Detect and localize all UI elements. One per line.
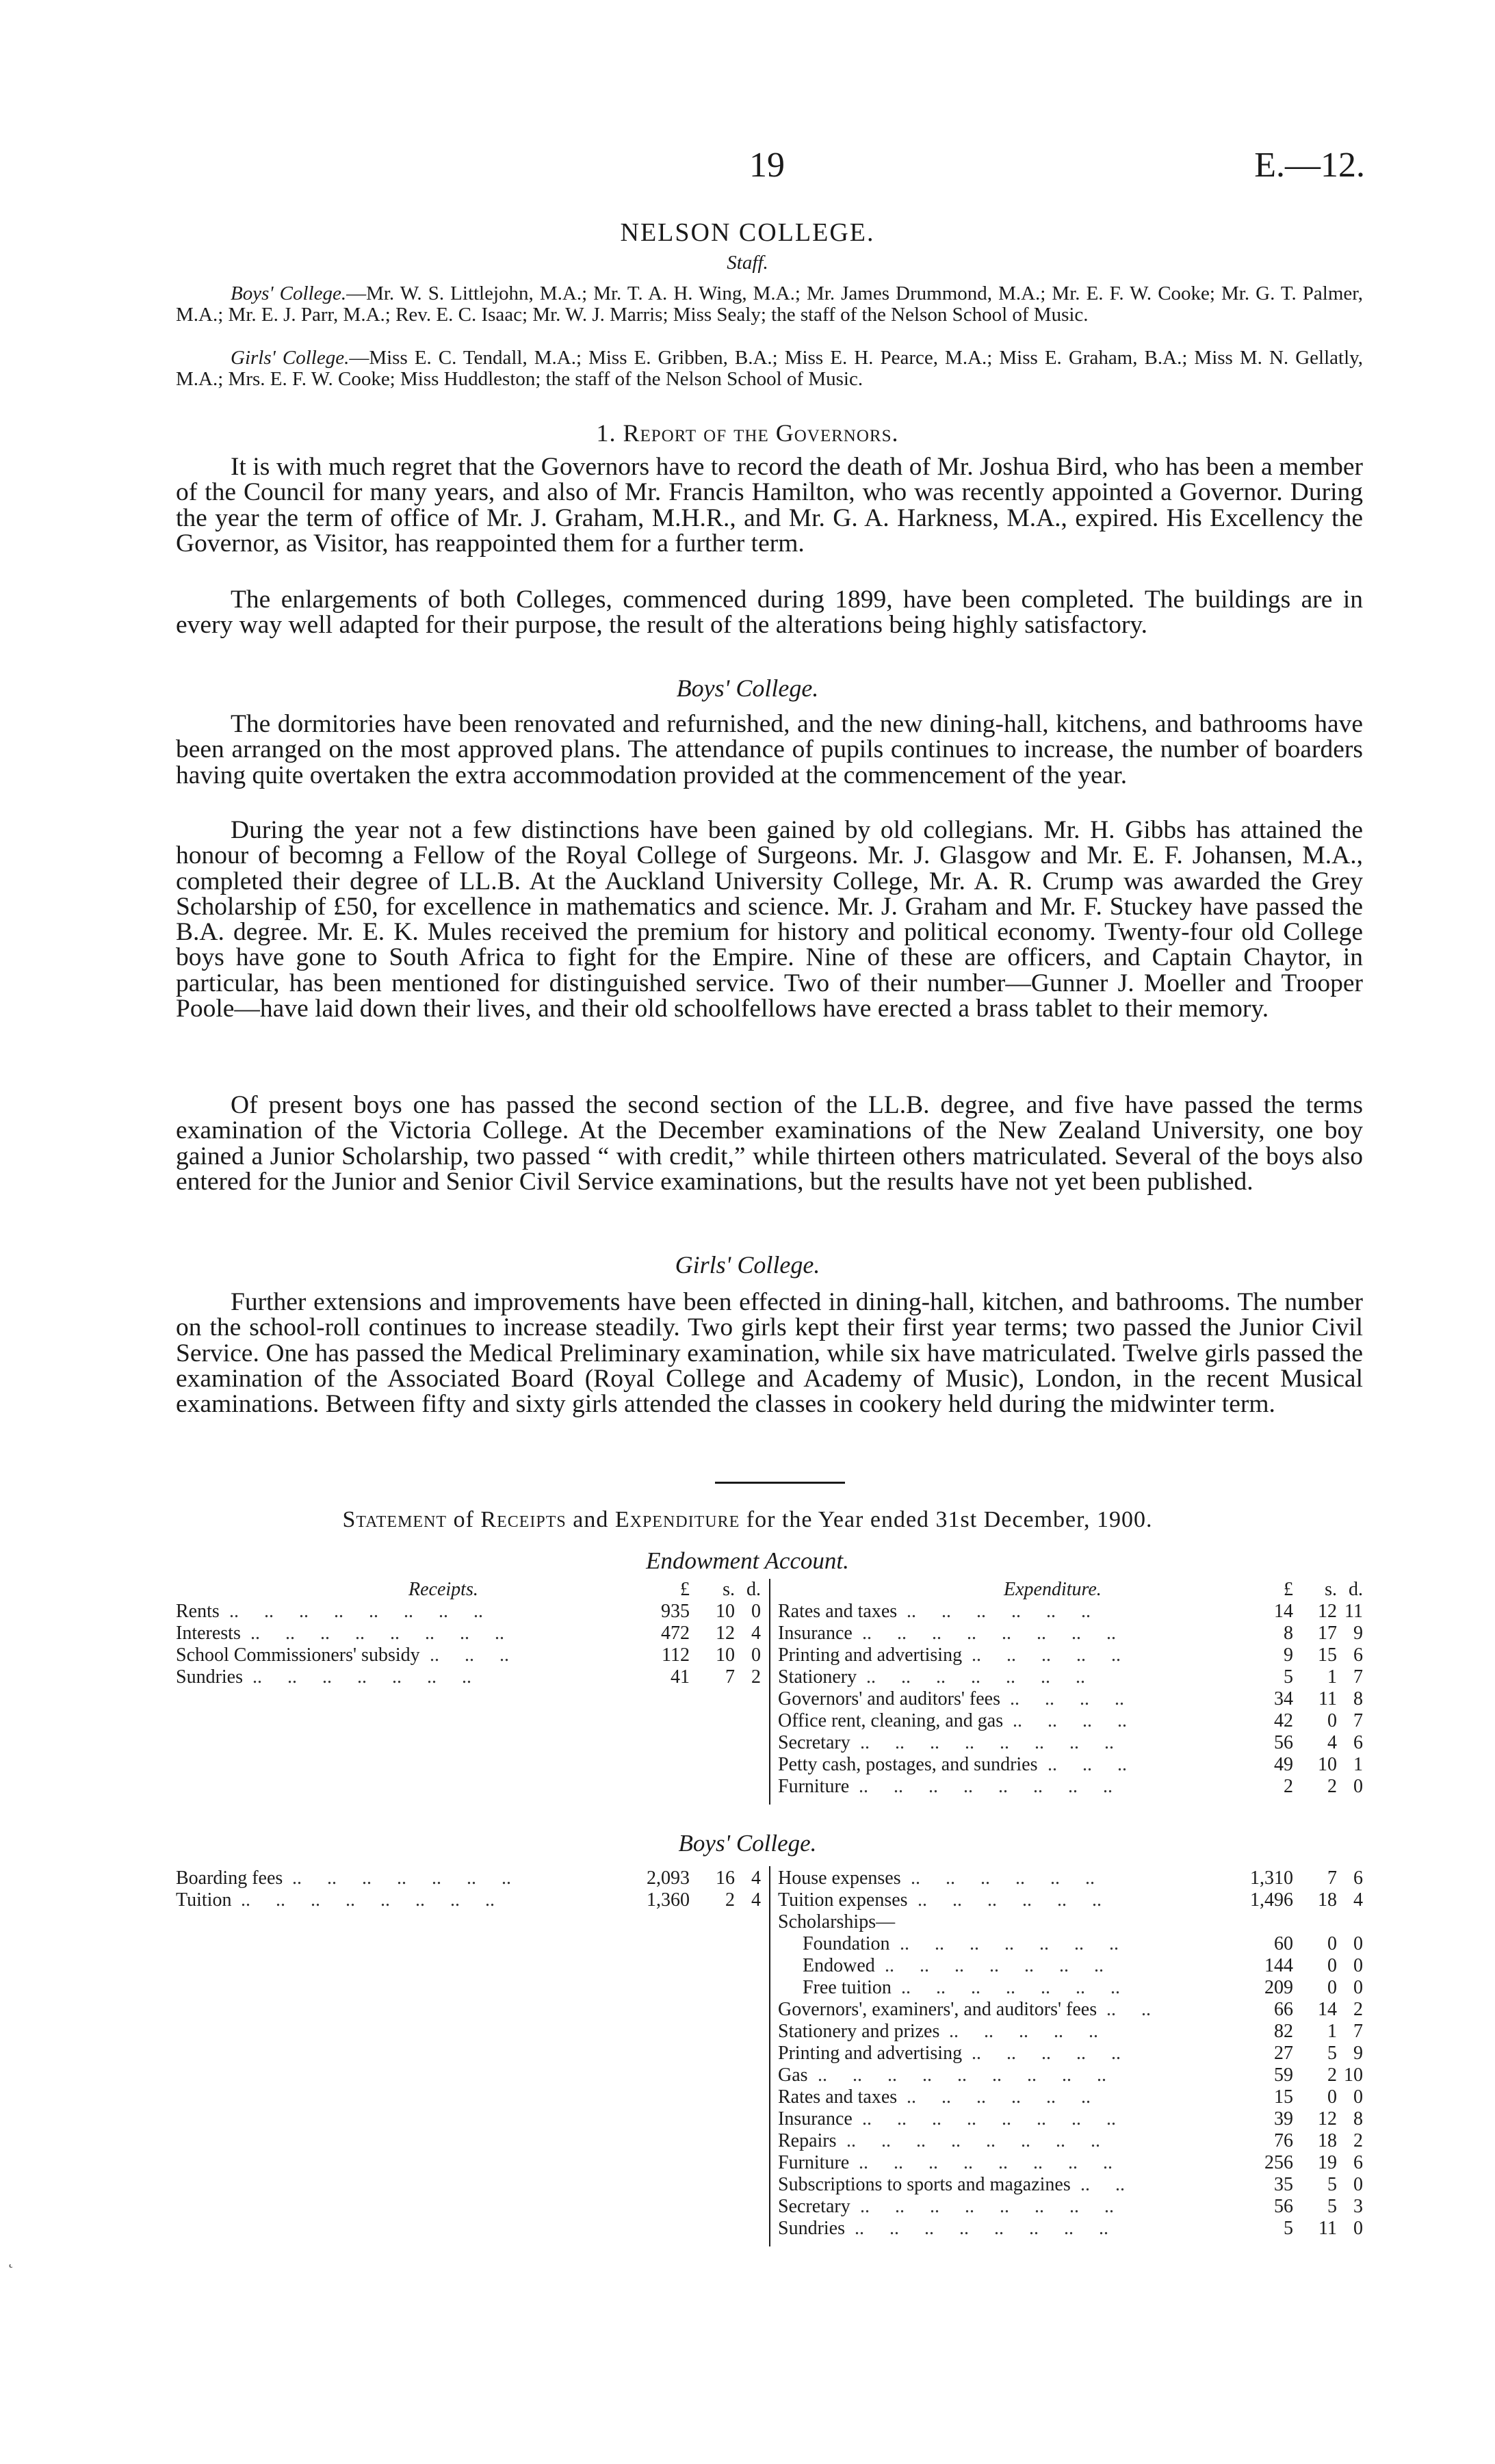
leader-dots: .. .. .. .. (1013, 1710, 1127, 1731)
row-shillings: 11 (1318, 1688, 1337, 1709)
row-description: School Commissioners' subsidy (176, 1644, 420, 1666)
leader-dots: .. .. .. .. .. .. .. (900, 1933, 1119, 1954)
endowment-receipts-table (176, 1601, 761, 1688)
leader-dots: .. .. .. .. .. .. .. .. (846, 2130, 1100, 2151)
boys-expenditure-table (778, 1867, 1363, 2240)
row-description: Office rent, cleaning, and gas (778, 1710, 1004, 1731)
leader-dots: .. .. .. .. (1010, 1688, 1124, 1709)
boys-receipts-table (176, 1867, 761, 1911)
row-pence: 3 (1353, 2196, 1363, 2217)
row-pounds: 59 (1274, 2065, 1293, 2086)
scan-mark: ˛ (8, 2251, 14, 2268)
shillings-label: s. (723, 1579, 735, 1600)
row-pounds: 5 (1284, 2218, 1293, 2239)
table-row (778, 1889, 1363, 1911)
row-description: Governors', examiners', and auditors' fees (778, 1999, 1097, 2020)
row-pence: 11 (1344, 1601, 1363, 1622)
row-pence: 0 (1353, 2174, 1363, 2195)
row-description: Interests (176, 1623, 241, 1644)
row-pounds: 42 (1274, 1710, 1293, 1731)
row-pence: 0 (751, 1601, 761, 1622)
row-description: Furniture (778, 1776, 850, 1797)
row-pounds: 76 (1274, 2130, 1293, 2151)
row-shillings: 0 (1327, 1977, 1337, 1998)
leader-dots: .. .. .. .. .. .. (911, 1867, 1095, 1889)
row-pence: 0 (751, 1644, 761, 1666)
leader-dots: .. .. .. .. .. .. .. (252, 1666, 471, 1688)
report-heading: 1. Report of the Governors. (596, 419, 899, 447)
row-description: Printing and advertising (778, 2043, 963, 2064)
row-shillings: 10 (1318, 1754, 1337, 1775)
row-shillings: 2 (725, 1889, 735, 1911)
page-number: 19 (749, 146, 785, 185)
row-description: Insurance (778, 2108, 853, 2129)
row-pounds: 27 (1274, 2043, 1293, 2064)
table-row (778, 2086, 1363, 2108)
row-pounds: 1,496 (1250, 1889, 1293, 1911)
leader-dots: .. .. .. .. .. .. .. .. (229, 1601, 483, 1622)
table-row (778, 2174, 1363, 2196)
row-shillings: 18 (1318, 1889, 1337, 1911)
leader-dots: .. .. .. .. .. .. .. .. .. (818, 2065, 1106, 2086)
expenditure-label: Expenditure. (1004, 1579, 1102, 1600)
leader-dots: .. .. .. .. .. (949, 2021, 1098, 2042)
row-pounds: 256 (1264, 2152, 1293, 2173)
leader-dots: .. .. (1106, 1999, 1151, 2020)
row-shillings: 0 (1327, 1955, 1337, 1976)
girls-staff-label: Girls' College. (231, 347, 350, 369)
row-pence: 0 (1353, 2086, 1363, 2108)
table-row (176, 1889, 761, 1911)
leader-dots: .. .. .. .. .. .. (907, 2086, 1091, 2108)
row-shillings: 0 (1327, 1710, 1337, 1731)
leader-dots: .. .. .. .. .. .. .. .. (859, 1776, 1113, 1797)
boys-college-heading: Boys' College. (676, 674, 819, 702)
page-title: NELSON COLLEGE. (620, 218, 875, 247)
row-pounds: 209 (1264, 1977, 1293, 1998)
leader-dots: .. .. .. .. .. .. (918, 1889, 1102, 1911)
leader-dots: .. .. .. .. .. .. .. .. (862, 1623, 1116, 1644)
table-row (778, 1688, 1363, 1710)
row-pence: 0 (1353, 1933, 1363, 1954)
row-description: Stationery and prizes (778, 2021, 940, 2042)
table-row (778, 1623, 1363, 1644)
row-pounds: 472 (661, 1623, 690, 1644)
boys-staff-list (176, 283, 1363, 326)
row-shillings: 11 (1318, 2218, 1337, 2239)
row-description: Endowed (803, 1955, 875, 1976)
row-pounds: 34 (1274, 1688, 1293, 1709)
table-row (778, 1977, 1363, 1999)
row-shillings: 7 (725, 1666, 735, 1688)
row-shillings: 18 (1318, 2130, 1337, 2151)
row-pounds: 5 (1284, 1666, 1293, 1688)
row-pounds: 1,310 (1250, 1867, 1293, 1889)
pounds-label: £ (1284, 1579, 1293, 1600)
row-description: Petty cash, postages, and sundries (778, 1754, 1038, 1775)
table-row (778, 1999, 1363, 2021)
table-row (176, 1867, 761, 1889)
table-row (778, 2065, 1363, 2086)
row-pence: 7 (1353, 1710, 1363, 1731)
row-description: House expenses (778, 1867, 901, 1889)
endowment-heading: Endowment Account. (646, 1547, 849, 1574)
row-pence: 7 (1353, 1666, 1363, 1688)
pounds-label: £ (680, 1579, 690, 1600)
row-shillings: 5 (1327, 2196, 1337, 2217)
leader-dots: .. .. .. .. .. (972, 1644, 1121, 1666)
boys-staff-text: —Mr. W. S. Littlejohn, M.A.; Mr. T. A. H. Wing, M.A.; Mr. James Drummond, M.A.; Mr. E. F. W. Cooke; Mr. G. T. Palmer, M.A.; Mr. E. J. Parr, M.A.; Rev. E. C. Isaac; Mr. W. J. Marris; Miss Sealy; the staff of the Nelson School of Music. (176, 283, 1363, 326)
leader-dots: .. .. (1080, 2174, 1125, 2195)
row-shillings: 12 (716, 1623, 735, 1644)
row-pence: 0 (1353, 1977, 1363, 1998)
row-pounds: 112 (662, 1644, 690, 1666)
row-pence: 2 (1353, 2130, 1363, 2151)
leader-dots: .. .. .. .. .. .. .. .. (862, 2108, 1116, 2129)
row-description: Secretary (778, 2196, 850, 2217)
girls-staff-text: —Miss E. C. Tendall, M.A.; Miss E. Gribben, B.A.; Miss E. H. Pearce, M.A.; Miss E. Graham, B.A.; Miss M. N. Gellatly, M.A.; Mrs. E. F. W. Cooke; Miss Huddleston; the staff of the Nelson School of Music. (176, 347, 1363, 390)
row-description: Governors' and auditors' fees (778, 1688, 1000, 1709)
row-pence: 8 (1353, 2108, 1363, 2129)
receipts-label: Receipts. (408, 1579, 478, 1600)
row-pence: 10 (1344, 2065, 1363, 2086)
document-reference: E.—12. (1254, 146, 1365, 185)
row-pence: 2 (1353, 1999, 1363, 2020)
row-shillings: 16 (716, 1867, 735, 1889)
table-row (778, 2130, 1363, 2152)
table-row (176, 1666, 761, 1688)
row-pounds: 56 (1274, 1732, 1293, 1753)
row-description: Stationery (778, 1666, 857, 1688)
row-shillings: 10 (716, 1644, 735, 1666)
row-shillings: 12 (1318, 1601, 1337, 1622)
leader-dots: .. .. .. .. .. .. .. (866, 1666, 1085, 1688)
row-shillings: 14 (1318, 1999, 1337, 2020)
boys-staff-label: Boys' College. (231, 283, 347, 304)
leader-dots: .. .. .. .. .. .. .. .. (855, 2218, 1108, 2239)
row-description: Tuition expenses (778, 1889, 908, 1911)
row-pence: 6 (1353, 1867, 1363, 1889)
table-row (778, 1955, 1363, 1977)
row-shillings: 5 (1327, 2043, 1337, 2064)
row-description: Sundries (176, 1666, 243, 1688)
row-description: Foundation (803, 1933, 890, 1954)
row-pence: 9 (1353, 1623, 1363, 1644)
table-row (778, 2021, 1363, 2043)
girls-college-heading: Girls' College. (675, 1251, 820, 1279)
row-description: Furniture (778, 2152, 850, 2173)
table-row (778, 2108, 1363, 2130)
row-shillings: 10 (716, 1601, 735, 1622)
row-pounds: 35 (1274, 2174, 1293, 2195)
row-shillings: 12 (1318, 2108, 1337, 2129)
leader-dots: .. .. .. .. .. .. .. (901, 1977, 1120, 1998)
leader-dots: .. .. .. .. .. .. .. .. (859, 2152, 1113, 2173)
row-description: Scholarships— (778, 1911, 896, 1932)
row-pence: 1 (1353, 1754, 1363, 1775)
row-pounds: 935 (661, 1601, 690, 1622)
leader-dots: .. .. .. .. .. .. .. .. (860, 1732, 1114, 1753)
row-shillings: 17 (1318, 1623, 1337, 1644)
leader-dots: .. .. .. .. .. .. .. .. (250, 1623, 504, 1644)
leader-dots: .. .. .. .. .. .. .. .. (860, 2196, 1114, 2217)
row-description: Subscriptions to sports and magazines (778, 2174, 1071, 2195)
table-row (778, 1754, 1363, 1776)
row-shillings: 15 (1318, 1644, 1337, 1666)
row-description: Printing and advertising (778, 1644, 963, 1666)
row-description: Tuition (176, 1889, 232, 1911)
row-pence: 0 (1353, 2218, 1363, 2239)
leader-dots: .. .. .. .. .. .. (907, 1601, 1091, 1622)
table-row (778, 2043, 1363, 2065)
leader-dots: .. .. .. .. .. .. .. .. (241, 1889, 495, 1911)
row-pounds: 2 (1284, 1776, 1293, 1797)
row-pence: 6 (1353, 1732, 1363, 1753)
row-description: Gas (778, 2065, 808, 2086)
row-pence: 2 (751, 1666, 761, 1688)
row-shillings: 1 (1327, 2021, 1337, 2042)
staff-heading: Staff. (727, 252, 768, 274)
report-paragraph-6: Further extensions and improvements have been effected in dining-hall, kitchen, and bathrooms. The number on the school-roll continues to increase steadily. Two girls kept their first year terms; two passed the Junior Civil Service. One has passed the Medical Preliminary examination, while six have matriculated. Twelve girls passed the examination of the Associated Board (Royal College and Academy of Music), London, in the recent Musical examinations. Between fifty and sixty girls attended the classes in cookery held during the midwinter term. (176, 1288, 1363, 1419)
row-pounds: 41 (671, 1666, 690, 1688)
row-description: Free tuition (803, 1977, 892, 1998)
row-pounds: 144 (1264, 1955, 1293, 1976)
row-pence: 6 (1353, 2152, 1363, 2173)
table-row (778, 1644, 1363, 1666)
row-description: Rates and taxes (778, 2086, 898, 2108)
row-description: Secretary (778, 1732, 850, 1753)
row-pence: 0 (1353, 1955, 1363, 1976)
row-pounds: 56 (1274, 2196, 1293, 2217)
row-shillings: 2 (1327, 1776, 1337, 1797)
report-paragraph-5: Of present boys one has passed the second section of the LL.B. degree, and five have passed the terms examination of the Victoria College. At the December examinations of the New Zealand University, one boy gained a Junior Scholarship, two passed “ with credit,” while thirteen others matriculated. Several of the boys also entered for the Junior and Senior Civil Service examinations, but the results have not yet been published. (176, 1091, 1363, 1196)
table-row (778, 2196, 1363, 2218)
section-divider (715, 1482, 845, 1484)
row-pence: 4 (1353, 1889, 1363, 1911)
column-divider (769, 1866, 770, 2246)
report-paragraph-1: It is with much regret that the Governors have to record the death of Mr. Joshua Bird, who has been a member of the Council for many years, and also of Mr. Francis Hamilton, who was recently appointed a Governor. During the year the term of office of Mr. J. Graham, M.H.R., and Mr. G. A. Harkness, M.A., expired. His Excellency the Governor, as Visitor, has reappointed them for a further term. (176, 453, 1363, 558)
row-description: Rates and taxes (778, 1601, 898, 1622)
row-shillings: 2 (1327, 2065, 1337, 2086)
row-pence: 4 (751, 1623, 761, 1644)
table-row (778, 1911, 1363, 1933)
table-row (778, 1732, 1363, 1754)
row-pence: 8 (1353, 1688, 1363, 1709)
row-description: Repairs (778, 2130, 837, 2151)
pence-label: d. (1349, 1579, 1363, 1600)
report-paragraph-2: The enlargements of both Colleges, commenced during 1899, have been completed. The buildings are in every way well adapted for their purpose, the result of the alterations being highly satisfactory. (176, 586, 1363, 640)
row-pence: 4 (751, 1867, 761, 1889)
row-pounds: 14 (1274, 1601, 1293, 1622)
row-pounds: 2,093 (647, 1867, 690, 1889)
table-row (778, 2152, 1363, 2174)
table-row (176, 1623, 761, 1644)
row-pounds: 9 (1284, 1644, 1293, 1666)
row-pence: 6 (1353, 1644, 1363, 1666)
table-row (778, 1601, 1363, 1623)
leader-dots: .. .. .. (430, 1644, 509, 1666)
shillings-label: s. (1325, 1579, 1337, 1600)
row-shillings: 0 (1327, 1933, 1337, 1954)
table-row (176, 1644, 761, 1666)
row-pounds: 66 (1274, 1999, 1293, 2020)
table-row (176, 1601, 761, 1623)
column-divider (769, 1579, 770, 1805)
row-shillings: 0 (1327, 2086, 1337, 2108)
row-pounds: 1,360 (647, 1889, 690, 1911)
table-row (778, 1933, 1363, 1955)
girls-staff-list (176, 348, 1363, 390)
leader-dots: .. .. .. .. .. (972, 2043, 1121, 2064)
row-shillings: 1 (1327, 1666, 1337, 1688)
row-shillings: 4 (1327, 1732, 1337, 1753)
row-pounds: 8 (1284, 1623, 1293, 1644)
leader-dots: .. .. .. .. .. .. .. (292, 1867, 511, 1889)
report-paragraph-3: The dormitories have been renovated and refurnished, and the new dining-hall, kitchens, and bathrooms have been arranged on the most approved plans. The attendance of pupils continues to increase, the number of boarders having quite overtaken the extra accommodation provided at the commencement of the year. (176, 710, 1363, 789)
row-shillings: 5 (1327, 2174, 1337, 2195)
row-pounds: 49 (1274, 1754, 1293, 1775)
row-shillings: 19 (1318, 2152, 1337, 2173)
row-pounds: 15 (1274, 2086, 1293, 2108)
table-row (778, 1666, 1363, 1688)
table-row (778, 1710, 1363, 1732)
row-description: Rents (176, 1601, 220, 1622)
row-pounds: 82 (1274, 2021, 1293, 2042)
row-pounds: 39 (1274, 2108, 1293, 2129)
table-row (778, 2218, 1363, 2240)
table-row (778, 1867, 1363, 1889)
statement-heading: Statement of Receipts and Expenditure for the Year ended 31st December, 1900. (342, 1507, 1153, 1532)
report-paragraph-4: During the year not a few distinctions have been gained by old collegians. Mr. H. Gibbs has attained the honour of becomng a Fellow of the Royal College of Surgeons. Mr. J. Glasgow and Mr. E. F. Johansen, M.A., completed their degree of LL.B. At the Auckland University College, Mr. A. R. Crump was awarded the Grey Scholarship of £50, for excellence in mathematics and science. Mr. J. Graham and Mr. F. Stuckey have passed the B.A. degree. Mr. E. K. Mules received the premium for history and political economy. Twenty-four old College boys have gone to South Africa to fight for the Empire. Nine of these are officers, and Captain Chaytor, in particular, has been mentioned for distinguished service. Two of their number—Gunner J. Moeller and Trooper Poole—have laid down their lives, and their old schoolfellows have erected a brass tablet to their memory. (176, 816, 1363, 1023)
boys-account-heading: Boys' College. (678, 1830, 817, 1857)
row-pence: 7 (1353, 2021, 1363, 2042)
leader-dots: .. .. .. .. .. .. .. (885, 1955, 1104, 1976)
endowment-expenditure-table (778, 1601, 1363, 1798)
row-pence: 0 (1353, 1776, 1363, 1797)
row-description: Sundries (778, 2218, 845, 2239)
table-row (778, 1776, 1363, 1798)
pence-label: d. (746, 1579, 761, 1600)
row-description: Boarding fees (176, 1867, 283, 1889)
leader-dots: .. .. .. (1048, 1754, 1127, 1775)
row-shillings: 7 (1327, 1867, 1337, 1889)
row-pence: 4 (751, 1889, 761, 1911)
row-description: Insurance (778, 1623, 853, 1644)
row-pence: 9 (1353, 2043, 1363, 2064)
row-pounds: 60 (1274, 1933, 1293, 1954)
